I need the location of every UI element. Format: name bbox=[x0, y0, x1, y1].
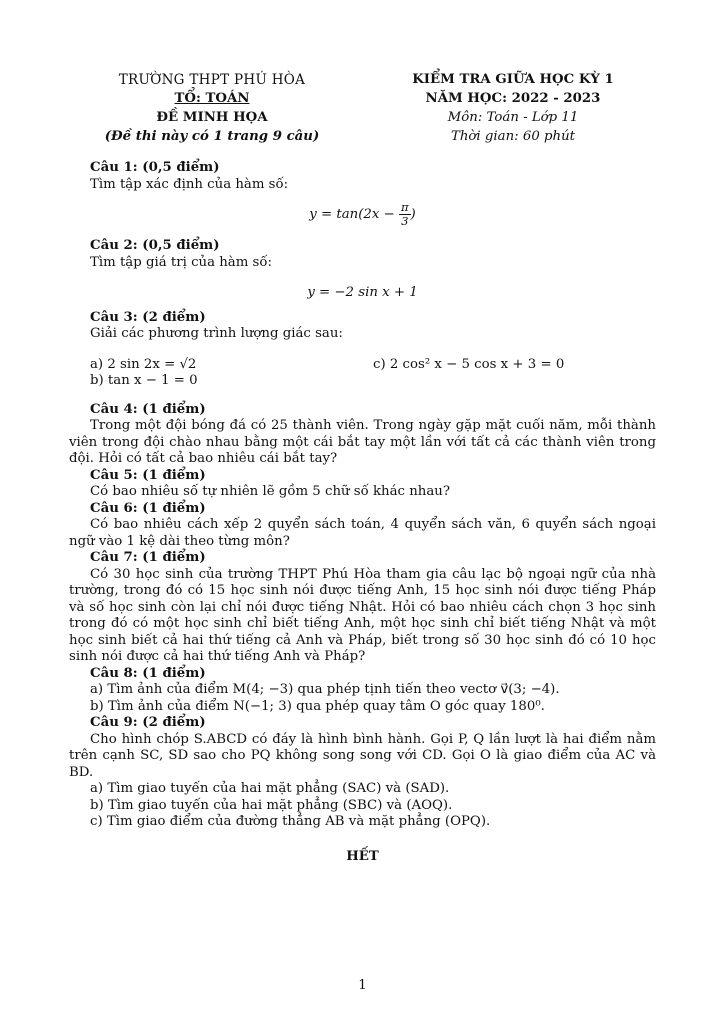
q8-item-a: a) Tìm ảnh của điểm M(4; −3) qua phép tịnh tiến theo vectơ v⃗(3; −4). bbox=[90, 682, 560, 697]
q3-item-c: c) 2 cos² x − 5 cos x + 3 = 0 bbox=[373, 356, 565, 372]
q7-heading: Câu 7: (1 điểm) bbox=[90, 550, 206, 565]
q8-heading: Câu 8: (1 điểm) bbox=[90, 665, 206, 681]
school-year: NĂM HỌC: 2022 - 2023 bbox=[425, 91, 601, 106]
q9-item-b: b) Tìm giao tuyến của hai mặt phẳng (SBC) và (AOQ). bbox=[90, 797, 453, 813]
header-left bbox=[86, 72, 338, 148]
school-name: TRƯỜNG THPT PHÚ HÒA bbox=[118, 72, 306, 88]
q3-row-1 bbox=[69, 357, 656, 374]
q6-text: Có bao nhiêu cách xếp 2 quyển sách toán, 4 quyển sách văn, 6 quyển sách ngoại ngữ vào 1 kệ dài theo từng môn? bbox=[69, 517, 656, 549]
q2-formula: y = −2 sin x + 1 bbox=[307, 285, 418, 300]
exam-content bbox=[69, 160, 656, 865]
q1-fraction bbox=[399, 201, 411, 228]
time-line: Thời gian: 60 phút bbox=[450, 129, 575, 144]
q3-text: Giải các phương trình lượng giác sau: bbox=[90, 326, 343, 341]
department-name: TỔ: TOÁN bbox=[174, 91, 250, 106]
page-number: 1 bbox=[358, 978, 367, 993]
q9-item-c: c) Tìm giao điểm của đường thẳng AB và mặt phẳng (OPQ). bbox=[90, 814, 491, 829]
q3-item-a: a) 2 sin 2x = √2 bbox=[90, 356, 197, 372]
q9-heading: Câu 9: (2 điểm) bbox=[90, 715, 206, 730]
q1-formula-left: y = tan(2x − bbox=[309, 207, 395, 222]
q1-formula bbox=[69, 201, 656, 228]
exam-kind: ĐỀ MINH HỌA bbox=[156, 110, 268, 125]
q3-item-b: b) tan x − 1 = 0 bbox=[90, 373, 198, 388]
q5-text: Có bao nhiêu số tự nhiên lẽ gồm 5 chữ số khác nhau? bbox=[90, 484, 450, 499]
q8-item-b: b) Tìm ảnh của điểm N(−1; 3) qua phép quay tâm O góc quay 180⁰. bbox=[90, 698, 545, 714]
q3-heading: Câu 3: (2 điểm) bbox=[90, 309, 206, 325]
q1-fraction-denominator: 3 bbox=[401, 214, 409, 228]
q4-heading: Câu 4: (1 điểm) bbox=[90, 401, 206, 417]
subject-line: Môn: Toán - Lớp 11 bbox=[447, 110, 579, 125]
q1-text: Tìm tập xác định của hàm số: bbox=[90, 176, 289, 192]
header-right bbox=[372, 72, 654, 148]
q1-heading: Câu 1: (0,5 điểm) bbox=[90, 160, 220, 175]
q7-text: Có 30 học sinh của trường THPT Phú Hòa tham gia câu lạc bộ ngoại ngữ của nhà trường, trong đó có 15 học sinh nói được tiếng Anh, 15 học sinh nói được tiếng Pháp và số học sinh còn lại chỉ nói được tiếng Nhật. Hỏi có bao nhiêu cách chọn 3 học sinh trong đó có một học sinh chỉ biết tiếng Anh, một học sinh chỉ biết tiếng Nhật và một học sinh biết cả hai thứ tiếng cả Anh và Pháp, biết trong số 30 học sinh đó có 10 học sinh nói được cả hai thứ tiếng Anh và Pháp? bbox=[69, 566, 656, 664]
q9-text: Cho hình chóp S.ABCD có đáy là hình bình hành. Gọi P, Q lần lượt là hai điểm nằm trên cạnh SC, SD sao cho PQ không song song với CD. Gọi O là giao điểm của AC và BD. bbox=[69, 731, 656, 780]
q1-fraction-numerator: π bbox=[400, 200, 409, 214]
q5-heading: Câu 5: (1 điểm) bbox=[90, 467, 206, 483]
q2-text: Tìm tập giá trị của hàm số: bbox=[90, 254, 272, 270]
q6-heading: Câu 6: (1 điểm) bbox=[90, 500, 206, 516]
q1-formula-right: ) bbox=[410, 207, 416, 222]
page-note: (Đề thi này có 1 trang 9 câu) bbox=[104, 129, 320, 144]
q9-item-a: a) Tìm giao tuyến của hai mặt phẳng (SAC) và (SAD). bbox=[90, 781, 450, 796]
end-marker: HẾT bbox=[346, 848, 379, 864]
q2-heading: Câu 2: (0,5 điểm) bbox=[90, 238, 220, 253]
q4-text: Trong một đội bóng đá có 25 thành viên. Trong ngày gặp mặt cuối năm, mỗi thành viên trong đội chào nhau bằng một cái bắt tay một lần với tất cả các thành viên trong đội. Hỏi có tất cả bao nhiêu cái bắt tay? bbox=[69, 418, 656, 466]
exam-title: KIỂM TRA GIỮA HỌC KỲ 1 bbox=[412, 72, 614, 87]
